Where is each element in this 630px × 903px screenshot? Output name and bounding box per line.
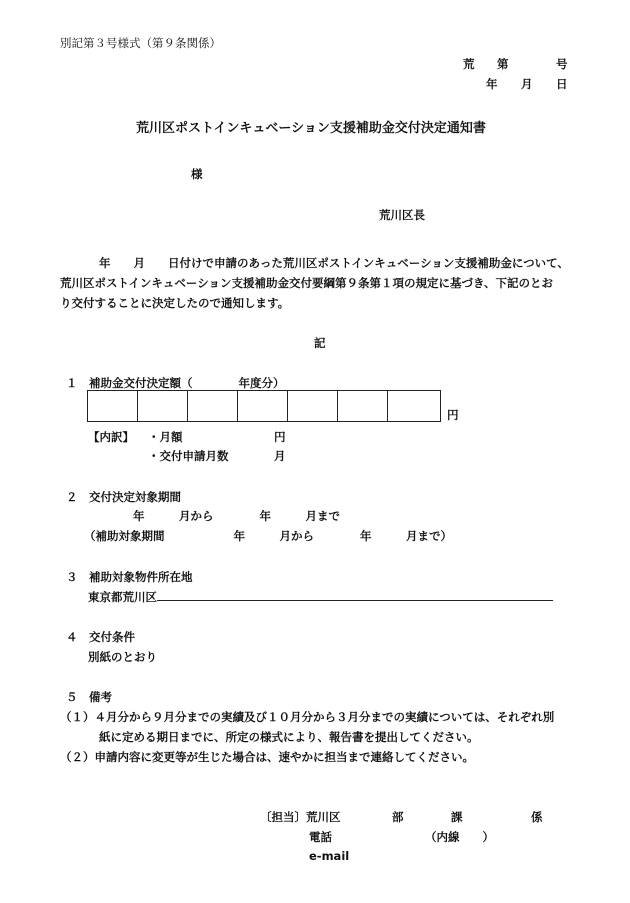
sender: 荒川区長 [379, 208, 425, 222]
amount-digit-cell[interactable] [238, 391, 288, 421]
amount-digit-cell[interactable] [338, 391, 388, 421]
period-line: 年 月から 年 月まで [133, 509, 340, 523]
contact-dept: 部 [392, 810, 404, 824]
months-unit: 月 [274, 449, 286, 463]
note1-line2: 紙に定める期日までに、所定の様式により、報告書を提出してください。 [99, 730, 479, 744]
body-line-2: 荒川区ポストインキュベーション支援補助金交付要綱第９条第１項の規定に基づき、下記のとお [60, 276, 553, 290]
amount-digit-cell[interactable] [88, 391, 138, 421]
address-line[interactable] [157, 600, 553, 601]
section3-heading: ３ 補助対象物件所在地 [66, 570, 193, 584]
note2: （２）申請内容に変更等が生じた場合は、速やかに担当まで連絡してください。 [60, 750, 474, 764]
contact-unit: 係 [531, 810, 543, 824]
contact-phone-label: 電話 [309, 830, 332, 844]
months-label: ・交付申請月数 [148, 449, 229, 463]
conditions-text: 別紙のとおり [88, 650, 157, 664]
breakdown-label: 【内訳】 [88, 430, 134, 444]
contact-email-label: e-mail [309, 849, 350, 863]
amount-digit-cell[interactable] [288, 391, 338, 421]
amount-digit-boxes [87, 390, 441, 422]
amount-digit-cell[interactable] [188, 391, 238, 421]
form-label: 別記第３号様式（第９条関係） [60, 36, 221, 50]
amount-yen: 円 [447, 408, 459, 422]
ki-heading: 記 [314, 336, 326, 350]
contact-label: 〔担当〕荒川区 [260, 810, 341, 824]
section1-heading: １ 補助金交付決定額（ 年度分） [66, 376, 285, 390]
doc-date-month: 月 [521, 77, 533, 91]
contact-section: 課 [451, 810, 463, 824]
monthly-unit: 円 [274, 430, 286, 444]
section4-heading: ４ 交付条件 [66, 630, 135, 644]
body-line-1: 年 月 日付けで申請のあった荒川区ポストインキュベーション支援補助金について、 [99, 256, 569, 270]
doc-number-mid: 第 [497, 57, 509, 71]
doc-number-prefix: 荒 [463, 57, 475, 71]
section5-heading: ５ 備考 [66, 690, 112, 704]
recipient-suffix: 様 [191, 167, 203, 181]
doc-date-day: 日 [556, 77, 568, 91]
contact-extension: （内線 ） [425, 830, 494, 844]
amount-digit-cell[interactable] [388, 391, 440, 421]
doc-number-suffix: 号 [556, 57, 568, 71]
subsidy-period-line: （補助対象期間 年 月から 年 月まで） [84, 529, 452, 543]
doc-date-year: 年 [486, 77, 498, 91]
document-title: 荒川区ポストインキュベーション支援補助金交付決定通知書 [136, 121, 486, 136]
note1-line1: （１）４月分から９月分までの実績及び１０月分から３月分までの実績については、それぞれ別 [60, 710, 555, 724]
body-line-3: り交付することに決定したので通知します。 [60, 296, 290, 310]
section2-heading: ２ 交付決定対象期間 [66, 490, 181, 504]
monthly-label: ・月額 [148, 430, 183, 444]
amount-digit-cell[interactable] [138, 391, 188, 421]
address-prefix: 東京都荒川区 [88, 590, 157, 604]
